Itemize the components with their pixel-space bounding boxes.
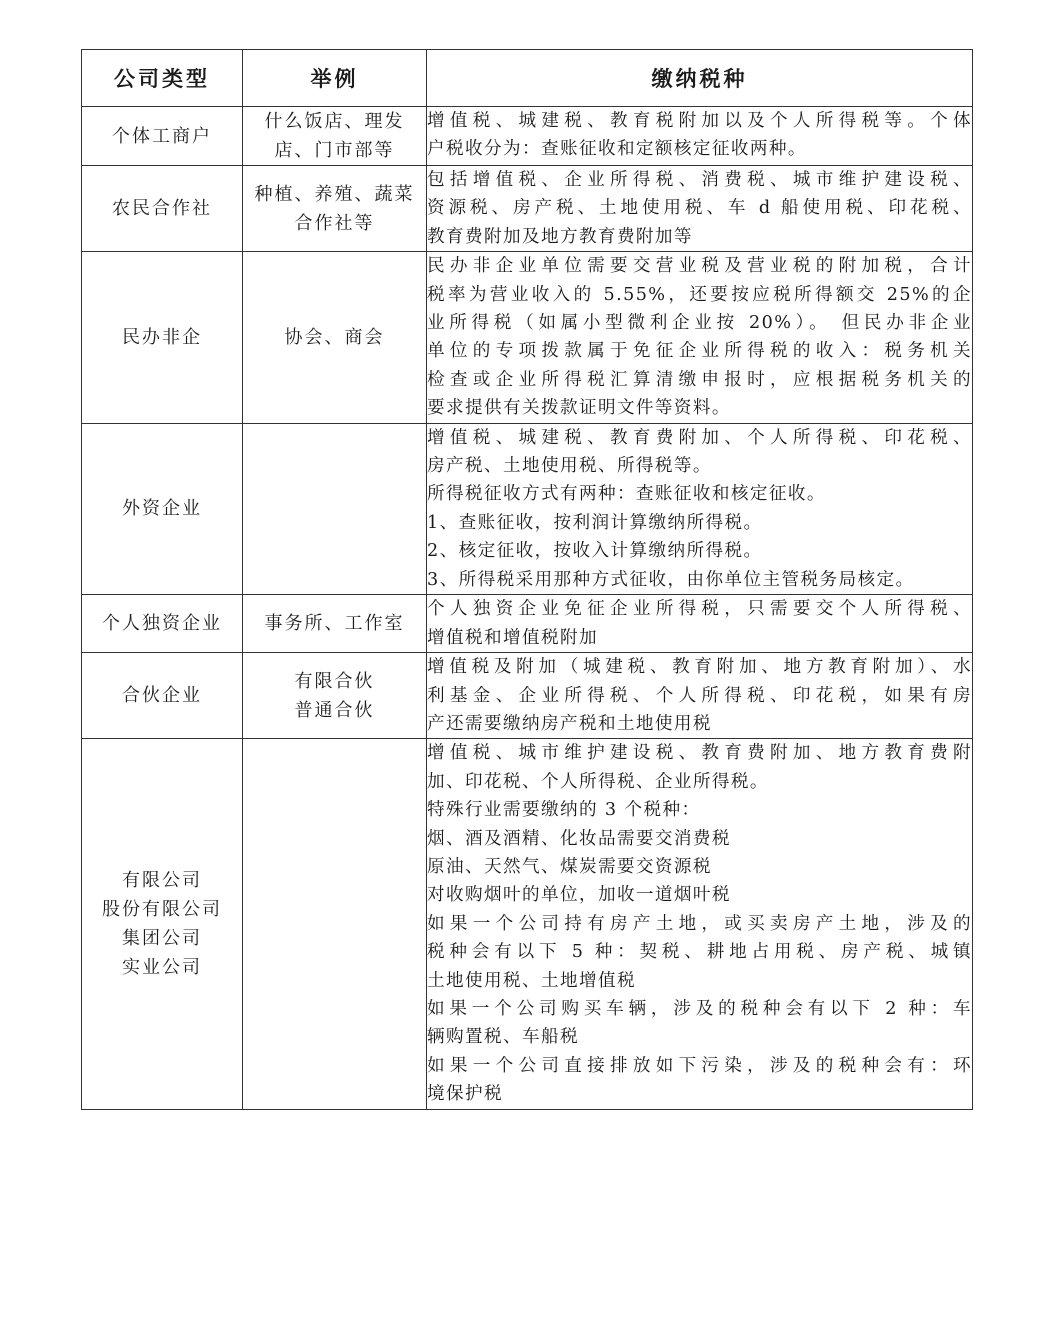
tax-line: 利基金、企业所得税、个人所得税、印花税，如果有房 [427, 685, 972, 706]
example-text: 事务所、工作室 [264, 613, 405, 635]
example-text: 合作社等 [294, 212, 375, 234]
cell-tax-types [427, 252, 973, 423]
cell-tax-types [427, 107, 973, 166]
company-type-text: 合伙企业 [122, 685, 202, 707]
example-text: 什么饭店、理发 [264, 111, 405, 132]
cell-tax-types [427, 423, 973, 594]
company-type-text: 集团公司 [122, 927, 202, 949]
tax-table [81, 49, 973, 1110]
example-text: 店、门市部等 [274, 140, 395, 161]
cell-example [243, 739, 427, 1109]
cell-tax-types [427, 653, 973, 739]
cell-company-type [82, 653, 243, 739]
company-type-text: 民办非企 [122, 326, 202, 348]
tax-line: 辆购置税、车船税 [427, 1027, 579, 1048]
table-row-limited-company [82, 739, 973, 1109]
tax-line: 民办非企业单位需要交营业税及营业税的附加税，合计 [427, 256, 972, 277]
example-text: 有限合伙 [294, 670, 375, 692]
tax-line: 境保护税 [427, 1084, 503, 1105]
company-type-text: 个体工商户 [112, 125, 212, 147]
tax-line: 教育费附加及地方教育费附加等 [427, 226, 693, 247]
cell-tax-types [427, 595, 973, 653]
tax-line: 2、核定征收，按收入计算缴纳所得税。 [427, 541, 763, 562]
company-type-text: 股份有限公司 [102, 898, 222, 920]
tax-line: 特殊行业需要缴纳的 3 个税种： [427, 800, 701, 821]
tax-line: 税种会有以下 5 种：契税、耕地占用税、房产税、城镇 [427, 942, 972, 963]
cell-tax-types [427, 739, 973, 1109]
tax-line: 增值税、城市维护建设税、教育费附加、地方教育费附 [427, 743, 972, 764]
cell-company-type [82, 107, 243, 166]
cell-tax-types [427, 166, 973, 252]
example-text: 普通合伙 [294, 699, 375, 721]
table-row-farmer-coop [82, 166, 973, 252]
table-row-sole-proprietor [82, 107, 973, 166]
company-type-text: 有限公司 [122, 869, 202, 891]
tax-line: 增值税、城建税、教育税附加以及个人所得税等。个体 [427, 111, 972, 131]
cell-company-type [82, 166, 243, 252]
cell-example [243, 166, 427, 252]
company-type-text: 实业公司 [122, 956, 202, 978]
cell-example [243, 252, 427, 423]
header-tax-types: 缴纳税种 [427, 50, 973, 107]
header-company-type: 公司类型 [82, 50, 243, 107]
example-text: 协会、商会 [284, 326, 385, 348]
tax-line: 资源税、房产税、土地使用税、车 d 船使用税、印花税、 [427, 198, 972, 219]
cell-company-type [82, 252, 243, 423]
table-row-individual-enterprise [82, 595, 973, 653]
table-body [82, 107, 973, 1110]
cell-company-type [82, 595, 243, 653]
tax-line: 对收购烟叶的单位，加收一道烟叶税 [427, 885, 731, 906]
table-row-foreign-enterprise [82, 423, 973, 594]
tax-line: 检查或企业所得税汇算清缴申报时，应根据税务机关的 [427, 369, 972, 390]
tax-line: 增值税及附加（城建税、教育附加、地方教育附加）、水 [427, 657, 972, 678]
tax-line: 要求提供有关拨款证明文件等资料。 [427, 398, 731, 419]
tax-line: 个人独资企业免征企业所得税，只需要交个人所得税、 [427, 599, 972, 620]
tax-line: 如果一个公司持有房产土地，或买卖房产土地，涉及的 [427, 913, 972, 934]
table-row-partnership [82, 653, 973, 739]
header-example: 举例 [243, 50, 427, 107]
cell-example [243, 653, 427, 739]
cell-example [243, 107, 427, 166]
tax-line: 产还需要缴纳房产税和土地使用税 [427, 713, 712, 734]
company-type-text: 农民合作社 [112, 198, 212, 220]
company-type-text: 个人独资企业 [102, 613, 222, 635]
cell-company-type [82, 423, 243, 594]
tax-line: 加、印花税、个人所得税、企业所得税。 [427, 771, 769, 792]
company-type-text: 外资企业 [122, 498, 202, 520]
tax-line: 如果一个公司购买车辆，涉及的税种会有以下 2 种：车 [427, 998, 972, 1019]
tax-line: 所得税征收方式有两种：查账征收和核定征收。 [427, 484, 826, 505]
tax-line: 增值税、城建税、教育费附加、个人所得税、印花税、 [427, 427, 972, 448]
tax-line: 户税收分为：查账征收和定额核定征收两种。 [427, 139, 807, 160]
tax-line: 1、查账征收，按利润计算缴纳所得税。 [427, 512, 763, 533]
tax-line: 增值税和增值税附加 [427, 627, 598, 648]
table-row-private-nonprofit [82, 252, 973, 423]
tax-line: 3、所得税采用那种方式征收，由你单位主管税务局核定。 [427, 569, 915, 590]
tax-line: 房产税、土地使用税、所得税等。 [427, 456, 712, 477]
example-text: 种植、养殖、蔬菜 [254, 183, 415, 205]
tax-line: 业所得税（如属小型微利企业按 20%）。 但民办非企业 [427, 313, 972, 334]
tax-line: 包括增值税、企业所得税、消费税、城市维护建设税、 [427, 170, 972, 190]
tax-line: 税率为营业收入的 5.55%，还要按应税所得额交 25%的企 [427, 284, 972, 305]
cell-company-type [82, 739, 243, 1109]
tax-line: 如果一个公司直接排放如下污染，涉及的税种会有：环 [427, 1055, 972, 1076]
cell-example [243, 423, 427, 594]
cell-example [243, 595, 427, 653]
header-row [82, 50, 973, 107]
tax-line: 单位的专项拨款属于免征企业所得税的收入：税务机关 [427, 341, 972, 362]
tax-line: 烟、酒及酒精、化妆品需要交消费税 [427, 828, 731, 849]
tax-line: 土地使用税、土地增值税 [427, 970, 636, 991]
tax-line: 原油、天然气、煤炭需要交资源税 [427, 856, 712, 877]
